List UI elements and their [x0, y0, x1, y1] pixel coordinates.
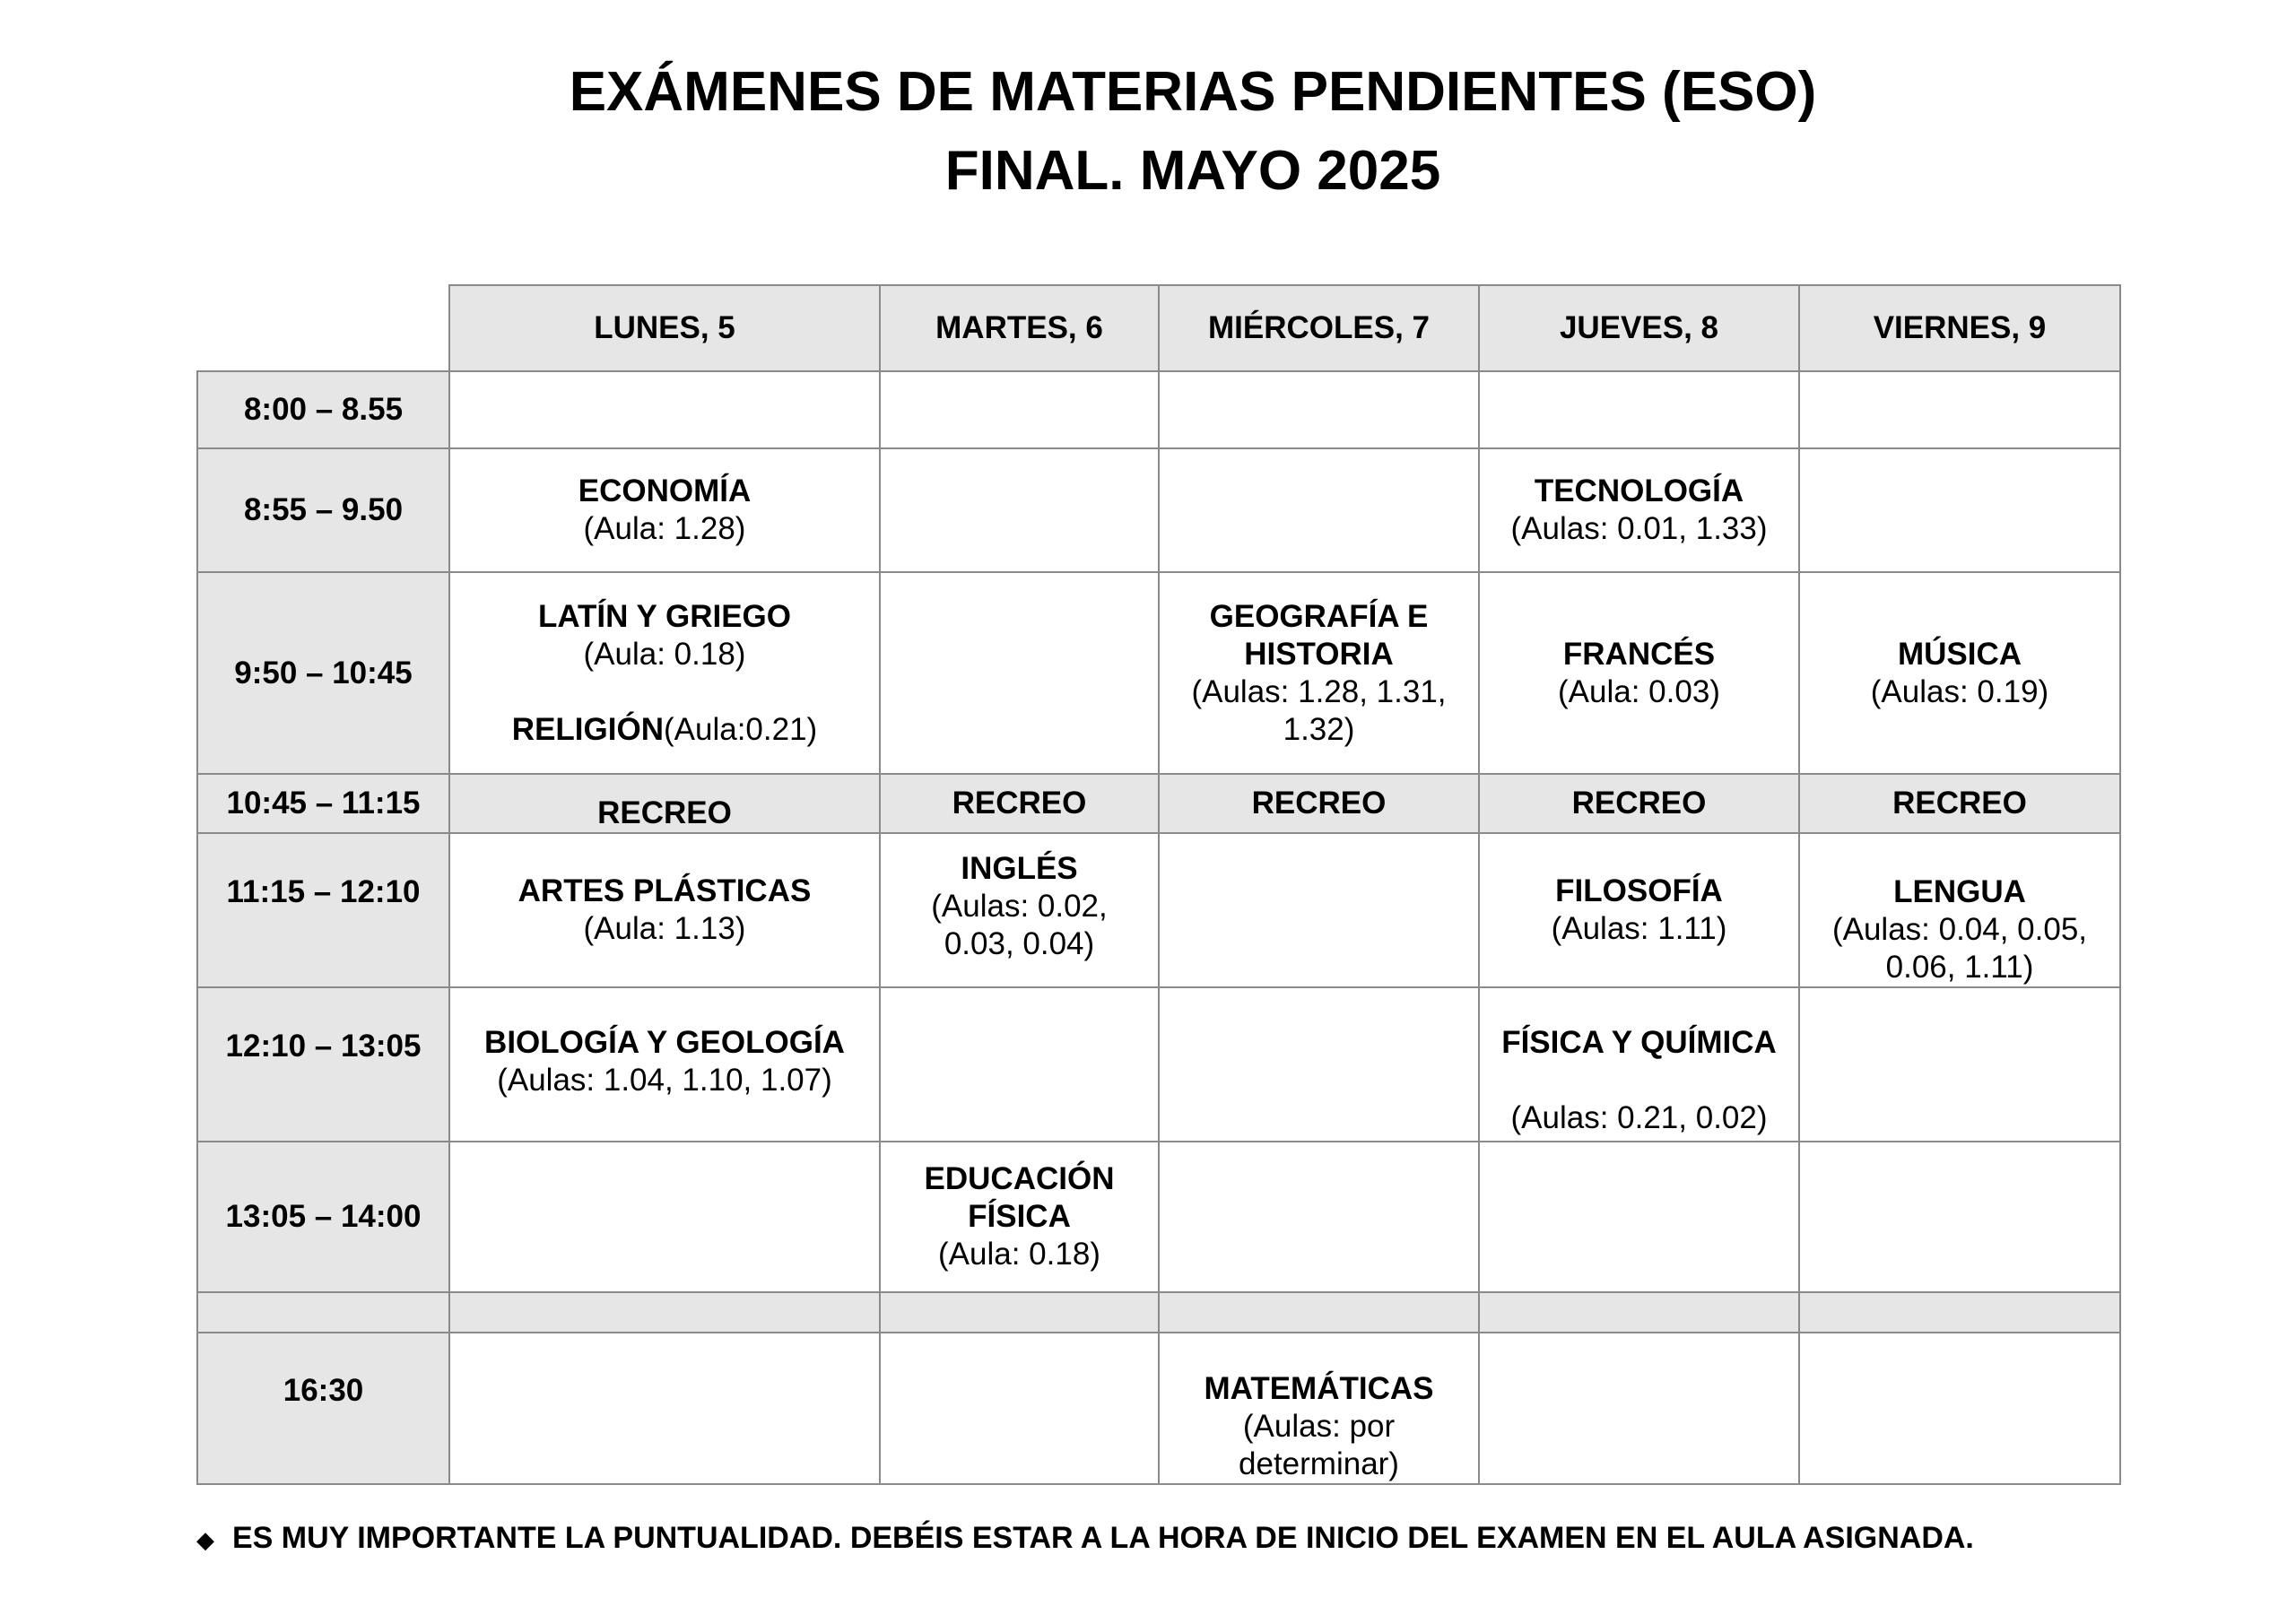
exam-cell [880, 987, 1159, 1142]
time-slot: 16:30 [197, 1333, 449, 1484]
exam-room: 0.06, 1.11) [1885, 950, 2034, 985]
recess-row [197, 774, 2120, 833]
exam-cell [880, 1142, 1159, 1292]
corner-cell [197, 285, 449, 371]
exam-cell [449, 448, 880, 572]
day-header: MARTES, 6 [880, 285, 1159, 371]
exam-room: (Aulas: 0.02, [931, 889, 1108, 924]
time-slot: 9:50 – 10:45 [197, 572, 449, 774]
exam-cell [1479, 1142, 1799, 1292]
table-row [197, 1142, 2120, 1292]
exam-cell [880, 371, 1159, 448]
exam-cell [1159, 448, 1479, 572]
exam-cell [1799, 1142, 2120, 1292]
exam-cell [1799, 371, 2120, 448]
exam-cell [1159, 371, 1479, 448]
exam-cell [1799, 448, 2120, 572]
document-subtitle: FINAL. MAYO 2025 [944, 140, 1441, 202]
exam-cell [449, 833, 880, 987]
exam-cell [1799, 833, 2120, 987]
exam-cell [1159, 1333, 1479, 1484]
diamond-bullet-icon: ◆ [196, 1525, 214, 1553]
day-header: MIÉRCOLES, 7 [1159, 285, 1479, 371]
exam-room: 1.32) [1283, 711, 1355, 747]
exam-cell [1479, 987, 1799, 1142]
exam-cell [1159, 833, 1479, 987]
exam-subject: EDUCACIÓN [924, 1161, 1115, 1196]
exam-cell [449, 1333, 880, 1484]
exam-subject: RELIGIÓN [511, 711, 664, 747]
exam-cell [449, 371, 880, 448]
exam-cell [1799, 1333, 2120, 1484]
exam-cell [1799, 987, 2120, 1142]
separator-cell [449, 1292, 880, 1333]
exam-subject: MATEMÁTICAS [1204, 1371, 1434, 1406]
header-row [197, 285, 2120, 371]
spacer [450, 673, 879, 711]
table-row [197, 987, 2120, 1142]
exam-schedule-table [196, 284, 2121, 1485]
exam-room: (Aulas: 1.28, 1.31, [1191, 673, 1447, 709]
exam-cell [1159, 987, 1479, 1142]
recess-cell: RECREO [1479, 774, 1799, 833]
exam-room: (Aula: 0.18) [583, 636, 746, 672]
time-slot: 13:05 – 14:00 [197, 1142, 449, 1292]
table-row [197, 1333, 2120, 1484]
exam-room: (Aula:0.21) [663, 711, 818, 747]
exam-subject: LATÍN Y GRIEGO [538, 598, 791, 634]
exam-room: (Aulas: por [1242, 1409, 1396, 1444]
exam-subject-inline [512, 712, 817, 747]
exam-room: determinar) [1239, 1446, 1399, 1481]
exam-cell [449, 572, 880, 774]
exam-cell [880, 833, 1159, 987]
exam-room: (Aulas: 0.21, 0.02) [1510, 1100, 1768, 1135]
exam-subject: BIOLOGÍA Y GEOLOGÍA [484, 1025, 845, 1060]
table-row [197, 448, 2120, 572]
exam-cell [1479, 448, 1799, 572]
exam-cell [1479, 572, 1799, 774]
exam-room: (Aula: 1.13) [583, 911, 746, 946]
exam-room: (Aulas: 0.04, 0.05, [1831, 912, 2088, 947]
exam-cell [1479, 833, 1799, 987]
day-header: LUNES, 5 [449, 285, 880, 371]
exam-subject: HISTORIA [1244, 636, 1394, 672]
exam-cell [1479, 371, 1799, 448]
exam-subject: TECNOLOGÍA [1534, 473, 1744, 508]
exam-cell [449, 987, 880, 1142]
separator-cell [1479, 1292, 1799, 1333]
exam-subject: ECONOMÍA [578, 473, 752, 508]
exam-room: (Aulas: 0.19) [1870, 673, 2049, 709]
exam-subject: INGLÉS [961, 851, 1078, 886]
exam-cell [449, 1142, 880, 1292]
exam-subject: FRANCÉS [1562, 636, 1716, 672]
time-slot: 10:45 – 11:15 [197, 774, 449, 833]
separator-cell [1159, 1292, 1479, 1333]
separator-row [197, 1292, 2120, 1333]
table-row [197, 572, 2120, 774]
exam-room: (Aulas: 0.01, 1.33) [1510, 511, 1768, 546]
exam-cell [880, 448, 1159, 572]
separator-cell [197, 1292, 449, 1333]
exam-subject: LENGUA [1893, 874, 2026, 909]
exam-cell [880, 1333, 1159, 1484]
exam-cell [1159, 572, 1479, 774]
time-slot: 8:00 – 8.55 [197, 371, 449, 448]
separator-cell [880, 1292, 1159, 1333]
recess-cell: RECREO [1799, 774, 2120, 833]
table-row [197, 833, 2120, 987]
exam-subject: GEOGRAFÍA E [1209, 598, 1429, 634]
exam-room: 0.03, 0.04) [944, 926, 1095, 961]
exam-room: (Aulas: 1.11) [1551, 911, 1727, 946]
exam-room: (Aula: 0.03) [1558, 673, 1720, 709]
recess-cell: RECREO [1159, 774, 1479, 833]
time-slot: 12:10 – 13:05 [197, 987, 449, 1142]
exam-subject: ARTES PLÁSTICAS [517, 873, 812, 908]
exam-subject: FILOSOFÍA [1555, 873, 1723, 908]
exam-cell [1159, 1142, 1479, 1292]
exam-room: (Aula: 1.28) [583, 511, 746, 546]
footer-note [196, 1521, 1974, 1556]
recess-cell: RECREO [449, 774, 880, 833]
exam-subject: MÚSICA [1897, 636, 2022, 672]
day-header: VIERNES, 9 [1799, 285, 2120, 371]
exam-subject: FÍSICA [968, 1199, 1071, 1234]
exam-cell [880, 572, 1159, 774]
spacer [1480, 1062, 1798, 1099]
time-slot: 11:15 – 12:10 [197, 833, 449, 987]
time-slot: 8:55 – 9.50 [197, 448, 449, 572]
exam-subject: FÍSICA Y QUÍMICA [1501, 1025, 1777, 1060]
footer-note-text: ES MUY IMPORTANTE LA PUNTUALIDAD. DEBÉIS ESTAR A LA HORA DE INICIO DEL EXAMEN EN EL AULA ASIGNADA. [232, 1521, 1974, 1555]
day-header: JUEVES, 8 [1479, 285, 1799, 371]
separator-cell [1799, 1292, 2120, 1333]
recess-cell: RECREO [880, 774, 1159, 833]
exam-cell [1799, 572, 2120, 774]
table-row [197, 371, 2120, 448]
document-title: EXÁMENES DE MATERIAS PENDIENTES (ESO) [569, 61, 1817, 123]
exam-room: (Aulas: 1.04, 1.10, 1.07) [497, 1063, 832, 1098]
exam-room: (Aula: 0.18) [938, 1237, 1100, 1272]
exam-cell [1479, 1333, 1799, 1484]
